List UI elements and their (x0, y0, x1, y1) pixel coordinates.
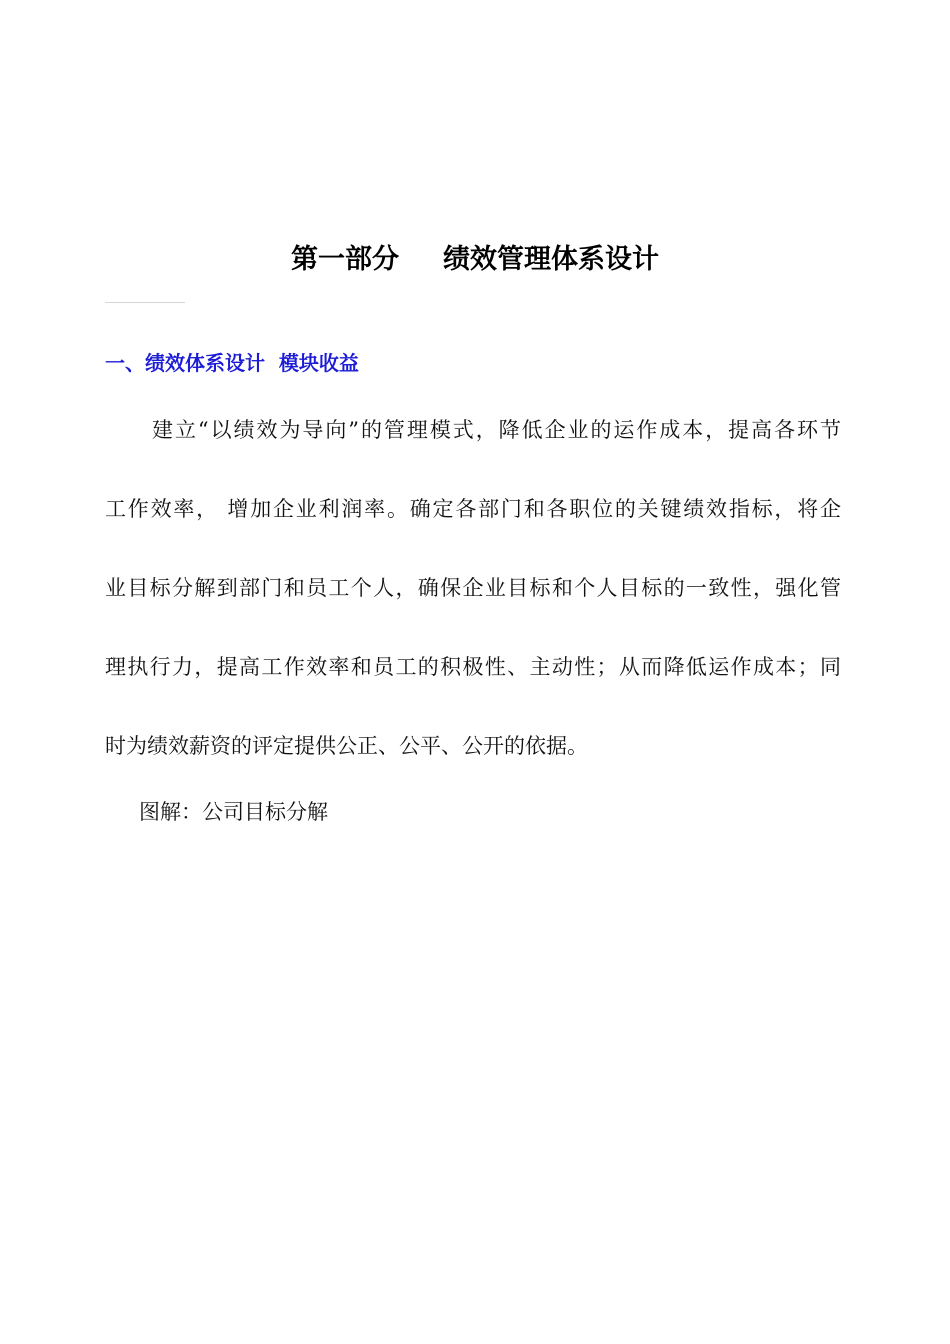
paragraph-line-1: 建立“以绩效为导向”的管理模式，降低企业的运作成本，提高各环节 (152, 418, 841, 442)
paragraph-line-2: 工作效率， 增加企业利润率。确定各部门和各职位的关键绩效指标，将企 (105, 497, 841, 521)
part-title-text: 绩效管理体系设计 (443, 244, 659, 275)
paragraph-line-5: 时为绩效薪资的评定提供公正、公平、公开的依据。 (105, 734, 588, 758)
paragraph-line-4: 理执行力，提高工作效率和员工的积极性、主动性；从而降低运作成本；同 (105, 655, 841, 679)
section-heading: 一、绩效体系设计 模块收益 (105, 351, 359, 375)
part-title (0, 240, 950, 280)
part-label: 第一部分 (291, 244, 399, 275)
paragraph-line-3: 业目标分解到部门和员工个人，确保企业目标和个人目标的一致性，强化管 (105, 576, 841, 600)
section-divider (105, 302, 185, 303)
figure-caption: 图解：公司目标分解 (139, 800, 328, 824)
